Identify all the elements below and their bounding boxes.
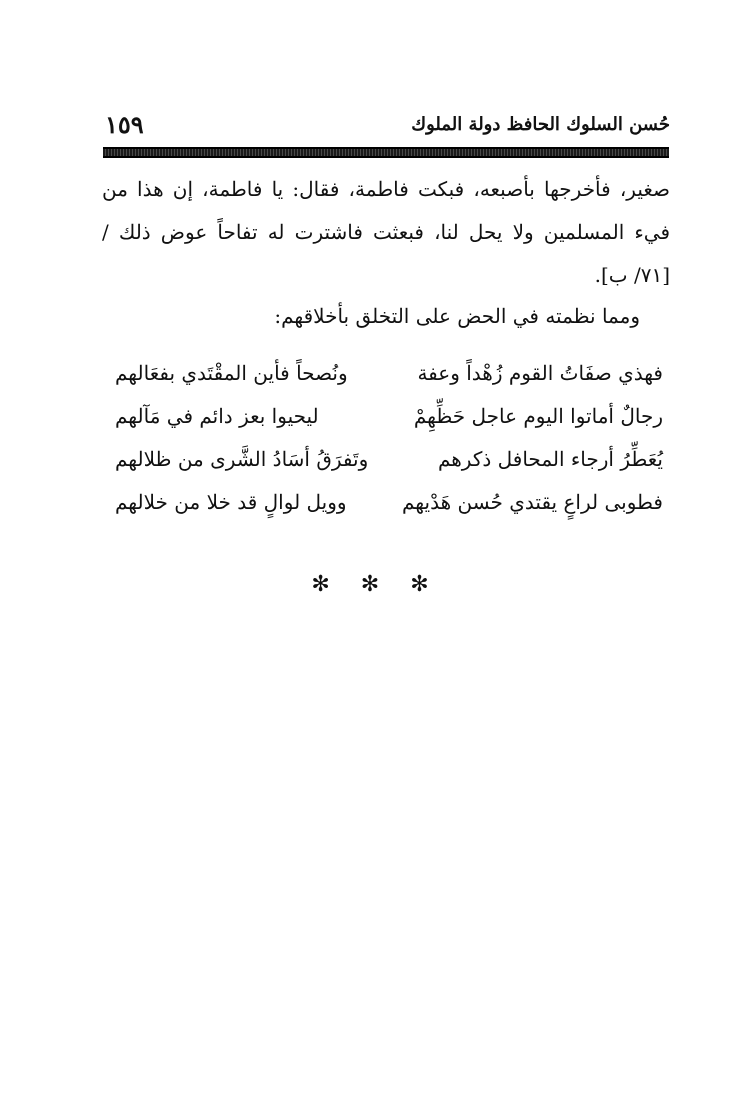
verse (115, 357, 663, 400)
body-paragraph (102, 168, 670, 297)
paragraph-text: صغير، فأخرجها بأصبعه، فبكت فاطمة، فقال: يا فاطمة، إن هذا من فيء المسلمين ولا يحل لنا، فبعثت فاشترت له تفاحاً عوض ذلك / [٧١/ ب]. (102, 177, 670, 287)
verse-first-hemistich: يُعَطِّرُ أرجاء المحافل ذكرهم (437, 447, 663, 471)
verse (115, 486, 663, 529)
verse-second-hemistich: وويل لوالٍ قد خلا من خلالهم (115, 490, 347, 514)
running-title: حُسن السلوك الحافظ دولة الملوك (411, 114, 670, 135)
verse (115, 443, 663, 486)
poem-intro: ومما نظمته في الحض على التخلق بأخلاقهم: (274, 304, 640, 328)
verse (115, 400, 663, 443)
poem (115, 357, 663, 529)
verse-second-hemistich: ليحيوا بعز دائم في مَآلهم (115, 404, 319, 428)
verse-second-hemistich: وتَفرَقُ أسَادُ الشَّرى من ظلالهم (115, 447, 369, 471)
verse-first-hemistich: رجالٌ أماتوا اليوم عاجل حَظِّهِمْ (413, 404, 663, 428)
page-number: ١٥٩ (105, 110, 144, 139)
section-divider-ornament: ✻ ✻ ✻ (311, 572, 441, 597)
page-header (105, 108, 670, 142)
header-rule (103, 147, 669, 158)
verse-first-hemistich: فطوبى لراعٍ يقتدي حُسن هَدْيهم (401, 490, 663, 514)
verse-first-hemistich: فهذي صفَاتُ القوم زُهْداً وعفة (417, 361, 663, 385)
verse-second-hemistich: ونُصحاً فأين المقْتَدي بفعَالهم (115, 361, 348, 385)
